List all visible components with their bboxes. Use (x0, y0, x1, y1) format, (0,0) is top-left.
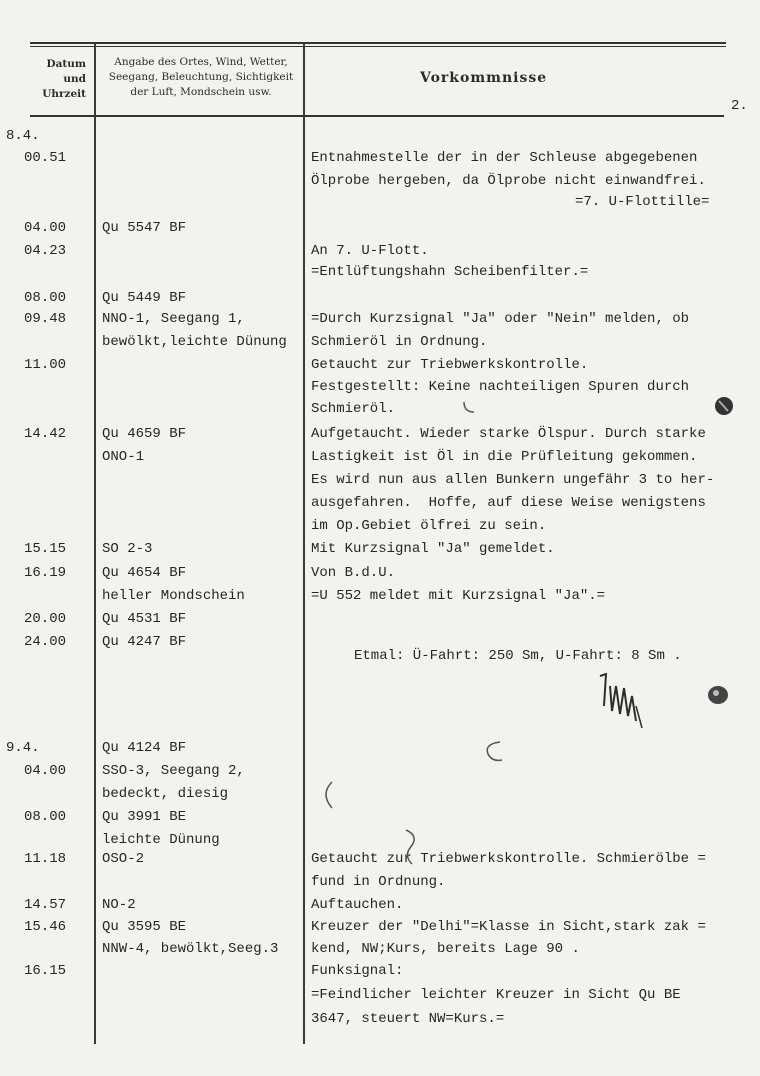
log-event: =7. U-Flottille= (575, 194, 710, 210)
log-time: 14.57 (24, 897, 67, 913)
log-time: 04.23 (24, 243, 67, 259)
log-place: Qu 5449 BF (102, 290, 187, 306)
pen-stroke-mark (318, 778, 338, 812)
log-event: Von B.d.U. (311, 565, 396, 581)
log-place: NNO-1, Seegang 1, (102, 311, 245, 327)
header-bottom-rule (30, 115, 724, 117)
log-event: An 7. U-Flott. (311, 243, 429, 259)
log-place: OSO-2 (102, 851, 145, 867)
header-date-line: Uhrzeit (42, 88, 86, 100)
log-event: =Entlüftungshahn Scheibenfilter.= (311, 264, 589, 280)
log-event: Getaucht zur Triebwerkskontrolle. Schmierölbe = (311, 851, 706, 867)
pen-stroke-mark (478, 738, 508, 768)
log-time: 8.4. (6, 128, 40, 144)
log-place: Qu 4531 BF (102, 611, 187, 627)
log-place: NNW-4, bewölkt,Seeg.3 (102, 941, 279, 957)
log-time: 16.15 (24, 963, 67, 979)
column-divider-1 (94, 44, 96, 1044)
header-place-line: der Luft, Mondschein usw. (130, 86, 272, 98)
ink-blot-mark (706, 684, 732, 706)
log-event: =Feindlicher leichter Kreuzer in Sicht Qu BE (311, 987, 681, 1003)
log-event: Schmieröl. (311, 401, 396, 417)
log-time: 15.46 (24, 919, 67, 935)
header-place-line: Angabe des Ortes, Wind, Wetter, (114, 56, 288, 68)
log-event: Getaucht zur Triebwerkskontrolle. (311, 357, 589, 373)
header-events-column: Vorkommnisse (420, 70, 548, 86)
log-event: Mit Kurzsignal "Ja" gemeldet. (311, 541, 555, 557)
log-event: Festgestellt: Keine nachteiligen Spuren durch (311, 379, 690, 395)
header-date-line: und (63, 73, 86, 85)
log-place: Qu 5547 BF (102, 220, 187, 236)
log-event: Ölprobe hergeben, da Ölprobe nicht einwandfrei. (311, 173, 706, 189)
log-event: im Op.Gebiet ölfrei zu sein. (311, 518, 547, 534)
log-place: leichte Dünung (102, 832, 220, 848)
log-time: 15.15 (24, 541, 67, 557)
log-place: Qu 3991 BE (102, 809, 187, 825)
header-date-column (30, 57, 86, 102)
log-time: 24.00 (24, 634, 67, 650)
top-rule-thin (30, 46, 726, 47)
log-event: Funksignal: (311, 963, 404, 979)
header-date-line: Datum (46, 58, 86, 70)
log-event: Aufgetaucht. Wieder starke Ölspur. Durch starke (311, 426, 706, 442)
log-time: 20.00 (24, 611, 67, 627)
log-event: =U 552 meldet mit Kurzsignal "Ja".= (311, 588, 606, 604)
log-time: 08.00 (24, 290, 67, 306)
log-event: fund in Ordnung. (311, 874, 446, 890)
log-time: 11.18 (24, 851, 67, 867)
log-time: 16.19 (24, 565, 67, 581)
log-place: SSO-3, Seegang 2, (102, 763, 245, 779)
log-event: Schmieröl in Ordnung. (311, 334, 488, 350)
log-place: heller Mondschein (102, 588, 245, 604)
ink-blot-mark (712, 395, 736, 417)
log-time: 09.48 (24, 311, 67, 327)
log-place: Qu 4654 BF (102, 565, 187, 581)
log-place: bedeckt, diesig (102, 786, 229, 802)
log-place: Qu 4247 BF (102, 634, 187, 650)
log-time: 08.00 (24, 809, 67, 825)
log-time: 04.00 (24, 763, 67, 779)
log-event: Auftauchen. (311, 897, 404, 913)
signature-mark (592, 666, 662, 738)
log-time: 00.51 (24, 150, 67, 166)
log-place: Qu 3595 BE (102, 919, 187, 935)
log-event: Etmal: Ü-Fahrt: 250 Sm, U-Fahrt: 8 Sm . (354, 648, 682, 664)
log-event: Kreuzer der "Delhi"=Klasse in Sicht,stark zak = (311, 919, 706, 935)
log-place: Qu 4124 BF (102, 740, 187, 756)
page-number: 2. (731, 98, 748, 114)
log-event: Es wird nun aus allen Bunkern ungefähr 3 to her- (311, 472, 715, 488)
header-place-line: Seegang, Beleuchtung, Sichtigkeit (108, 71, 294, 83)
log-event: 3647, steuert NW=Kurs.= (311, 1011, 505, 1027)
top-rule (30, 42, 726, 44)
log-time: 11.00 (24, 357, 67, 373)
log-event: Entnahmestelle der in der Schleuse abgegebenen (311, 150, 698, 166)
log-place: bewölkt,leichte Dünung (102, 334, 287, 350)
log-place: Qu 4659 BF (102, 426, 187, 442)
header-place-column (98, 55, 304, 100)
log-event: kend, NW;Kurs, bereits Lage 90 . (311, 941, 580, 957)
log-place: ONO-1 (102, 449, 145, 465)
log-time: 14.42 (24, 426, 67, 442)
pen-stroke-mark (460, 398, 480, 418)
log-event: Lastigkeit ist Öl in die Prüfleitung gekommen. (311, 449, 698, 465)
log-place: NO-2 (102, 897, 136, 913)
column-divider-2 (303, 44, 305, 1044)
log-event: ausgefahren. Hoffe, auf diese Weise wenigstens (311, 495, 706, 511)
log-event: =Durch Kurzsignal "Ja" oder "Nein" melden, ob (311, 311, 690, 327)
pen-stroke-mark (400, 826, 424, 866)
log-place: SO 2-3 (102, 541, 153, 557)
log-time: 04.00 (24, 220, 67, 236)
log-time: 9.4. (6, 740, 40, 756)
